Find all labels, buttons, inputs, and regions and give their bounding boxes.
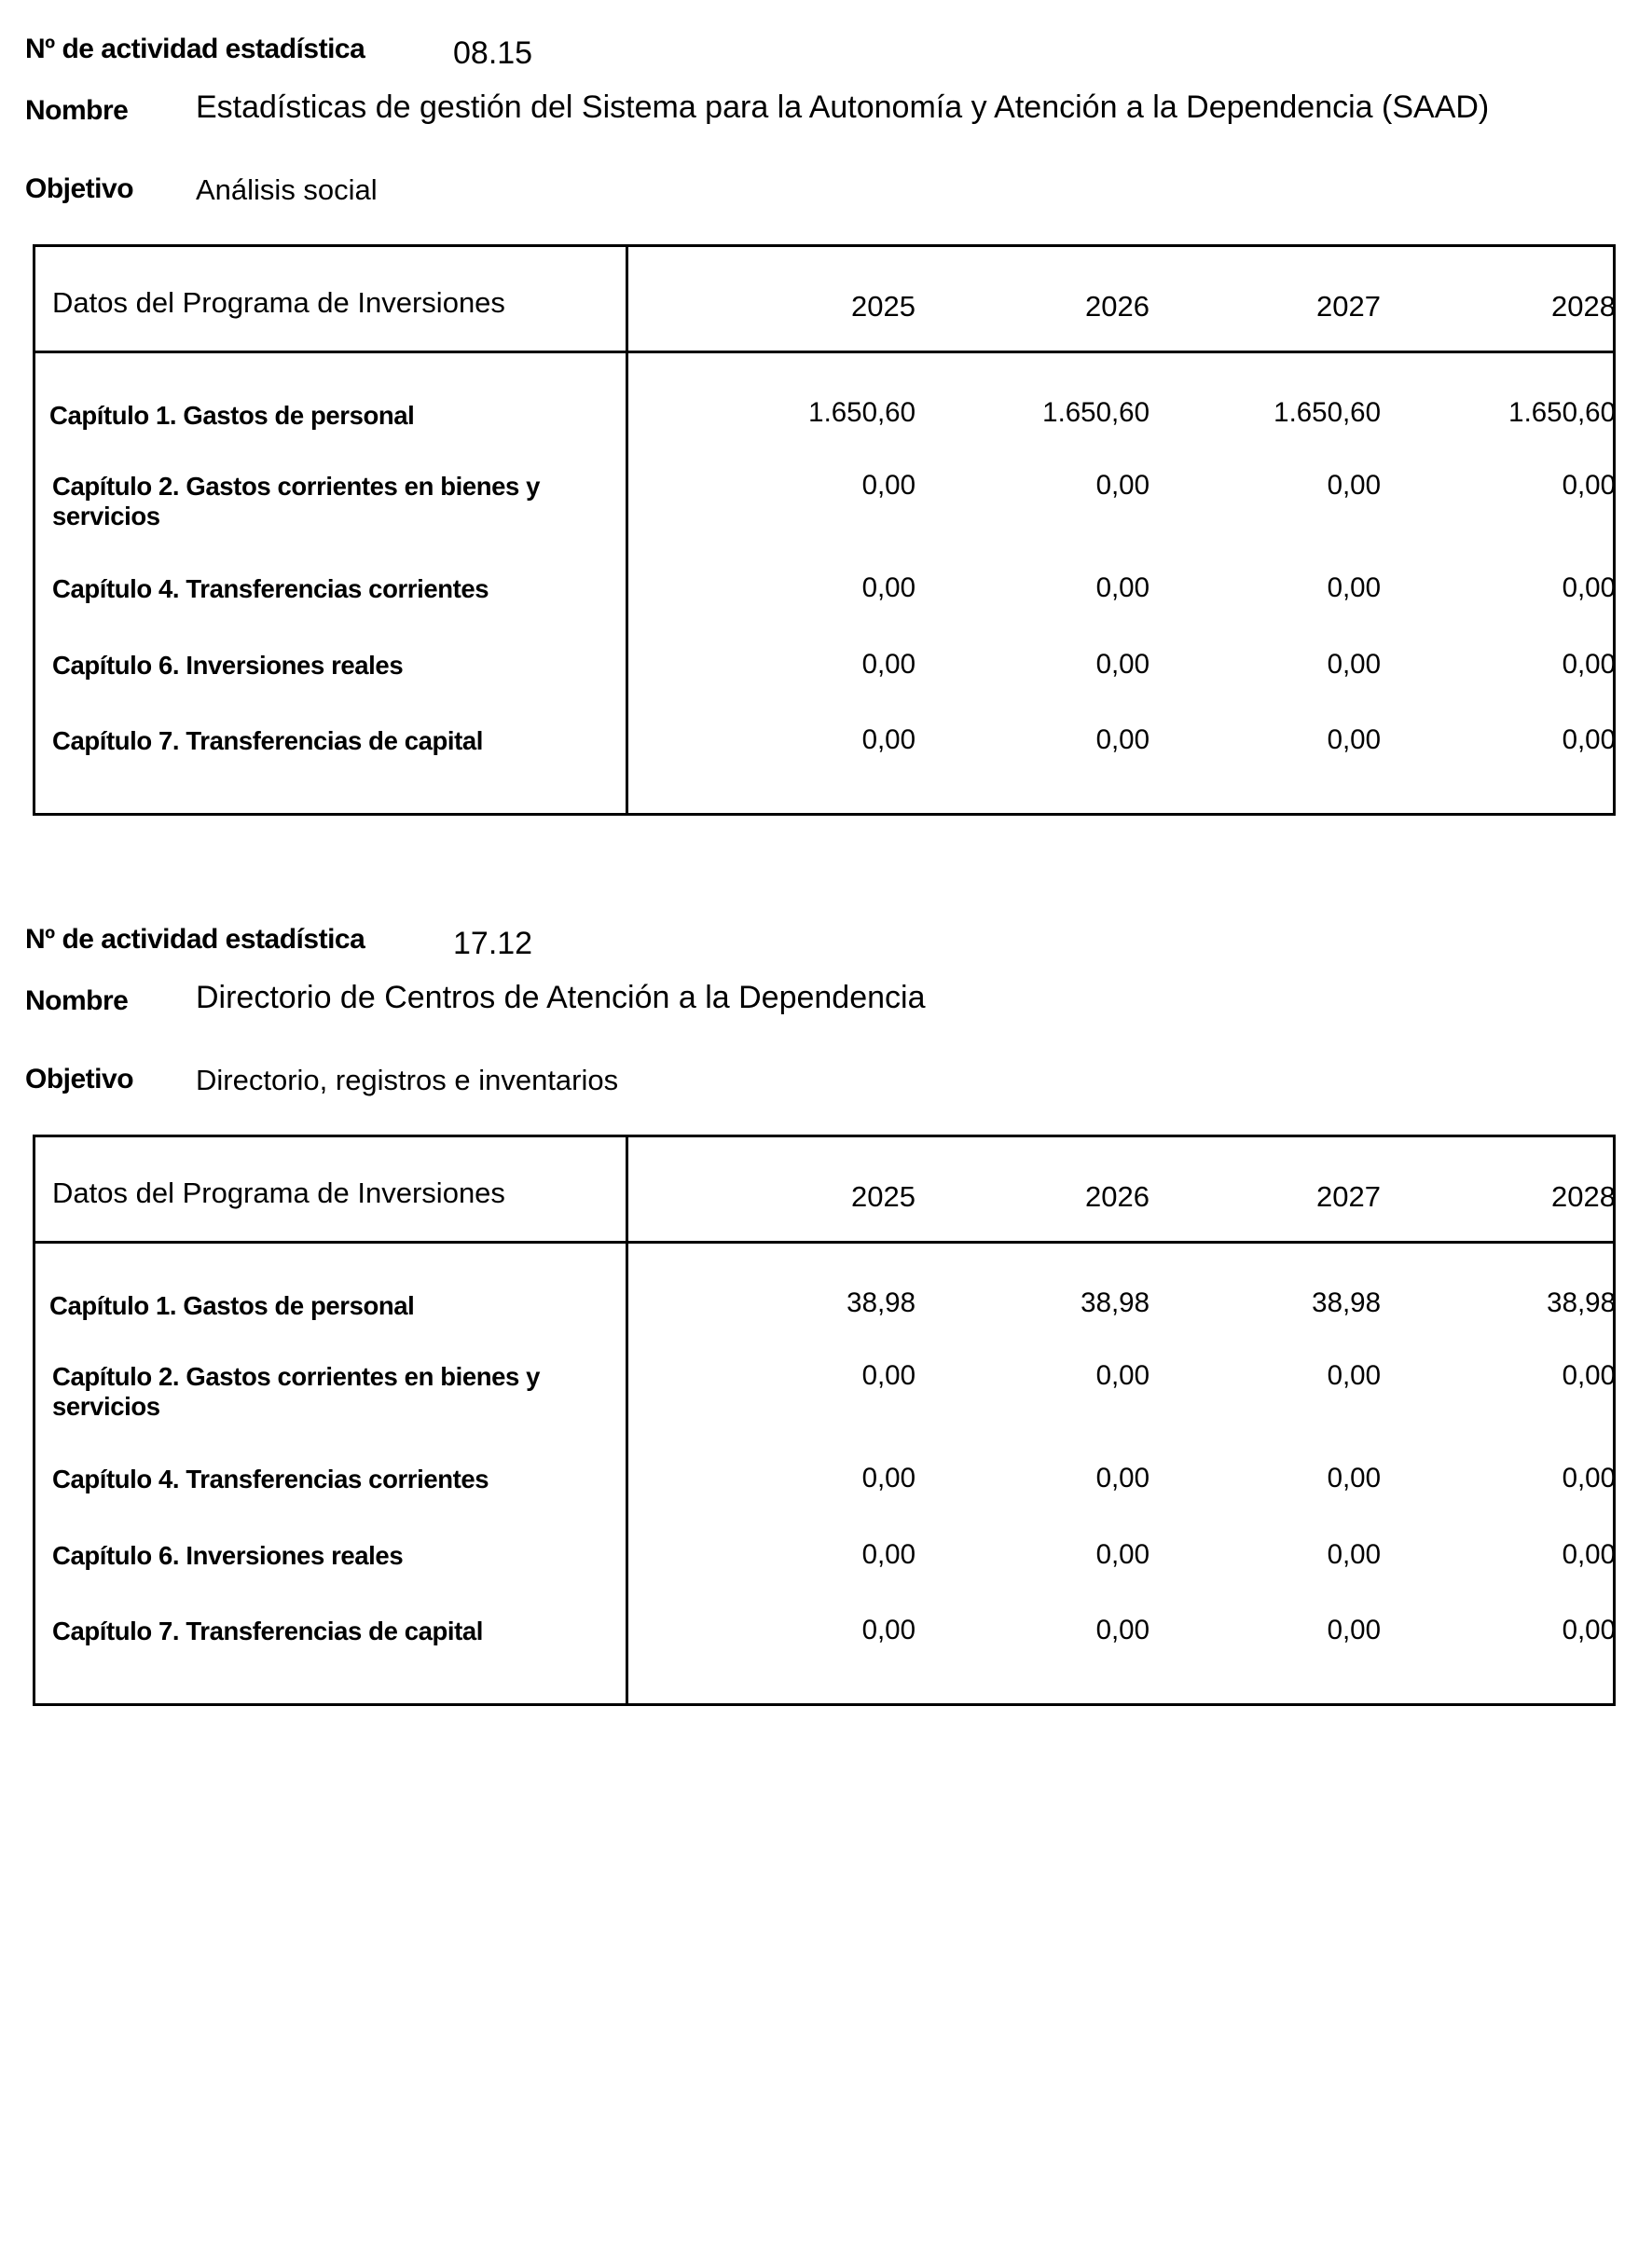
activity-name-label: Nombre [25,985,129,1016]
activity-objective-label: Objetivo [25,173,134,204]
table-header-year: 2026 [1085,290,1150,323]
table-divider-vertical [626,247,628,813]
row-label: Capítulo 7. Transferencias de capital [52,1617,484,1645]
activity-name-label: Nombre [25,95,129,126]
row-value: 0,00 [1095,724,1150,755]
activity-objective-label: Objetivo [25,1064,134,1094]
row-value: 0,00 [1095,572,1150,603]
activity-number: 17.12 [453,926,533,961]
activity-number-label: Nº de actividad estadística [25,34,365,64]
row-value: 0,00 [1562,649,1616,680]
investment-table [33,244,1616,816]
row-label: Capítulo 6. Inversiones reales [52,1541,404,1570]
row-label: Capítulo 6. Inversiones reales [52,651,404,680]
row-value: 0,00 [1562,1539,1616,1570]
row-label: Capítulo 4. Transferencias corrientes [52,574,489,603]
row-value: 0,00 [1095,470,1150,501]
table-header-year: 2028 [1551,290,1616,323]
activity-objective: Directorio, registros e inventarios [196,1064,619,1096]
activity-name: Estadísticas de gestión del Sistema para la Autonomía y Atención a la Dependencia (SAAD) [196,89,1490,125]
row-value: 38,98 [1312,1287,1381,1318]
row-value: 38,98 [847,1287,915,1318]
row-value: 0,00 [1327,1539,1381,1570]
table-header-year: 2027 [1316,1180,1381,1213]
table-header-title: Datos del Programa de Inversiones [52,1177,505,1209]
row-label: Capítulo 2. Gastos corrientes en bienes y servicios [52,1362,541,1421]
row-value: 0,00 [861,572,915,603]
row-value: 0,00 [1562,470,1616,501]
row-value: 0,00 [1327,649,1381,680]
table-header-year: 2025 [851,290,915,323]
row-value: 0,00 [861,1360,915,1391]
row-value: 0,00 [861,1463,915,1493]
row-value: 1.650,60 [1273,397,1381,428]
row-value: 38,98 [1081,1287,1150,1318]
row-value: 0,00 [1562,1360,1616,1391]
row-value: 0,00 [861,1615,915,1645]
row-label: Capítulo 1. Gastos de personal [49,1291,415,1320]
table-header-year: 2025 [851,1180,915,1213]
table-header-year: 2028 [1551,1180,1616,1213]
row-value: 0,00 [1327,724,1381,755]
table-divider-vertical [626,1137,628,1703]
row-value: 0,00 [1327,470,1381,501]
row-value: 0,00 [1095,1463,1150,1493]
table-header-title: Datos del Programa de Inversiones [52,286,505,319]
table-header-year: 2027 [1316,290,1381,323]
table-divider-horizontal [35,1241,1613,1244]
row-value: 0,00 [861,724,915,755]
row-value: 0,00 [1562,572,1616,603]
row-value: 1.650,60 [1042,397,1150,428]
row-value: 0,00 [861,1539,915,1570]
row-value: 0,00 [861,470,915,501]
activity-number: 08.15 [453,35,533,71]
row-value: 0,00 [1327,1360,1381,1391]
activity-number-label: Nº de actividad estadística [25,924,365,955]
row-value: 0,00 [1562,1463,1616,1493]
row-value: 0,00 [861,649,915,680]
row-value: 0,00 [1562,1615,1616,1645]
table-header-year: 2026 [1085,1180,1150,1213]
table-divider-horizontal [35,351,1613,353]
investment-table [33,1135,1616,1706]
activity-objective: Análisis social [196,173,378,206]
row-label: Capítulo 4. Transferencias corrientes [52,1465,489,1493]
activity-name: Directorio de Centros de Atención a la Dependencia [196,980,926,1015]
row-value: 0,00 [1327,572,1381,603]
row-value: 38,98 [1547,1287,1616,1318]
row-value: 1.650,60 [808,397,915,428]
row-value: 0,00 [1095,1539,1150,1570]
row-value: 0,00 [1095,1615,1150,1645]
row-value: 1.650,60 [1508,397,1616,428]
row-label: Capítulo 1. Gastos de personal [49,401,415,430]
row-value: 0,00 [1095,1360,1150,1391]
row-label: Capítulo 2. Gastos corrientes en bienes y servicios [52,472,541,530]
row-label: Capítulo 7. Transferencias de capital [52,726,484,755]
row-value: 0,00 [1327,1463,1381,1493]
row-value: 0,00 [1327,1615,1381,1645]
row-value: 0,00 [1562,724,1616,755]
row-value: 0,00 [1095,649,1150,680]
